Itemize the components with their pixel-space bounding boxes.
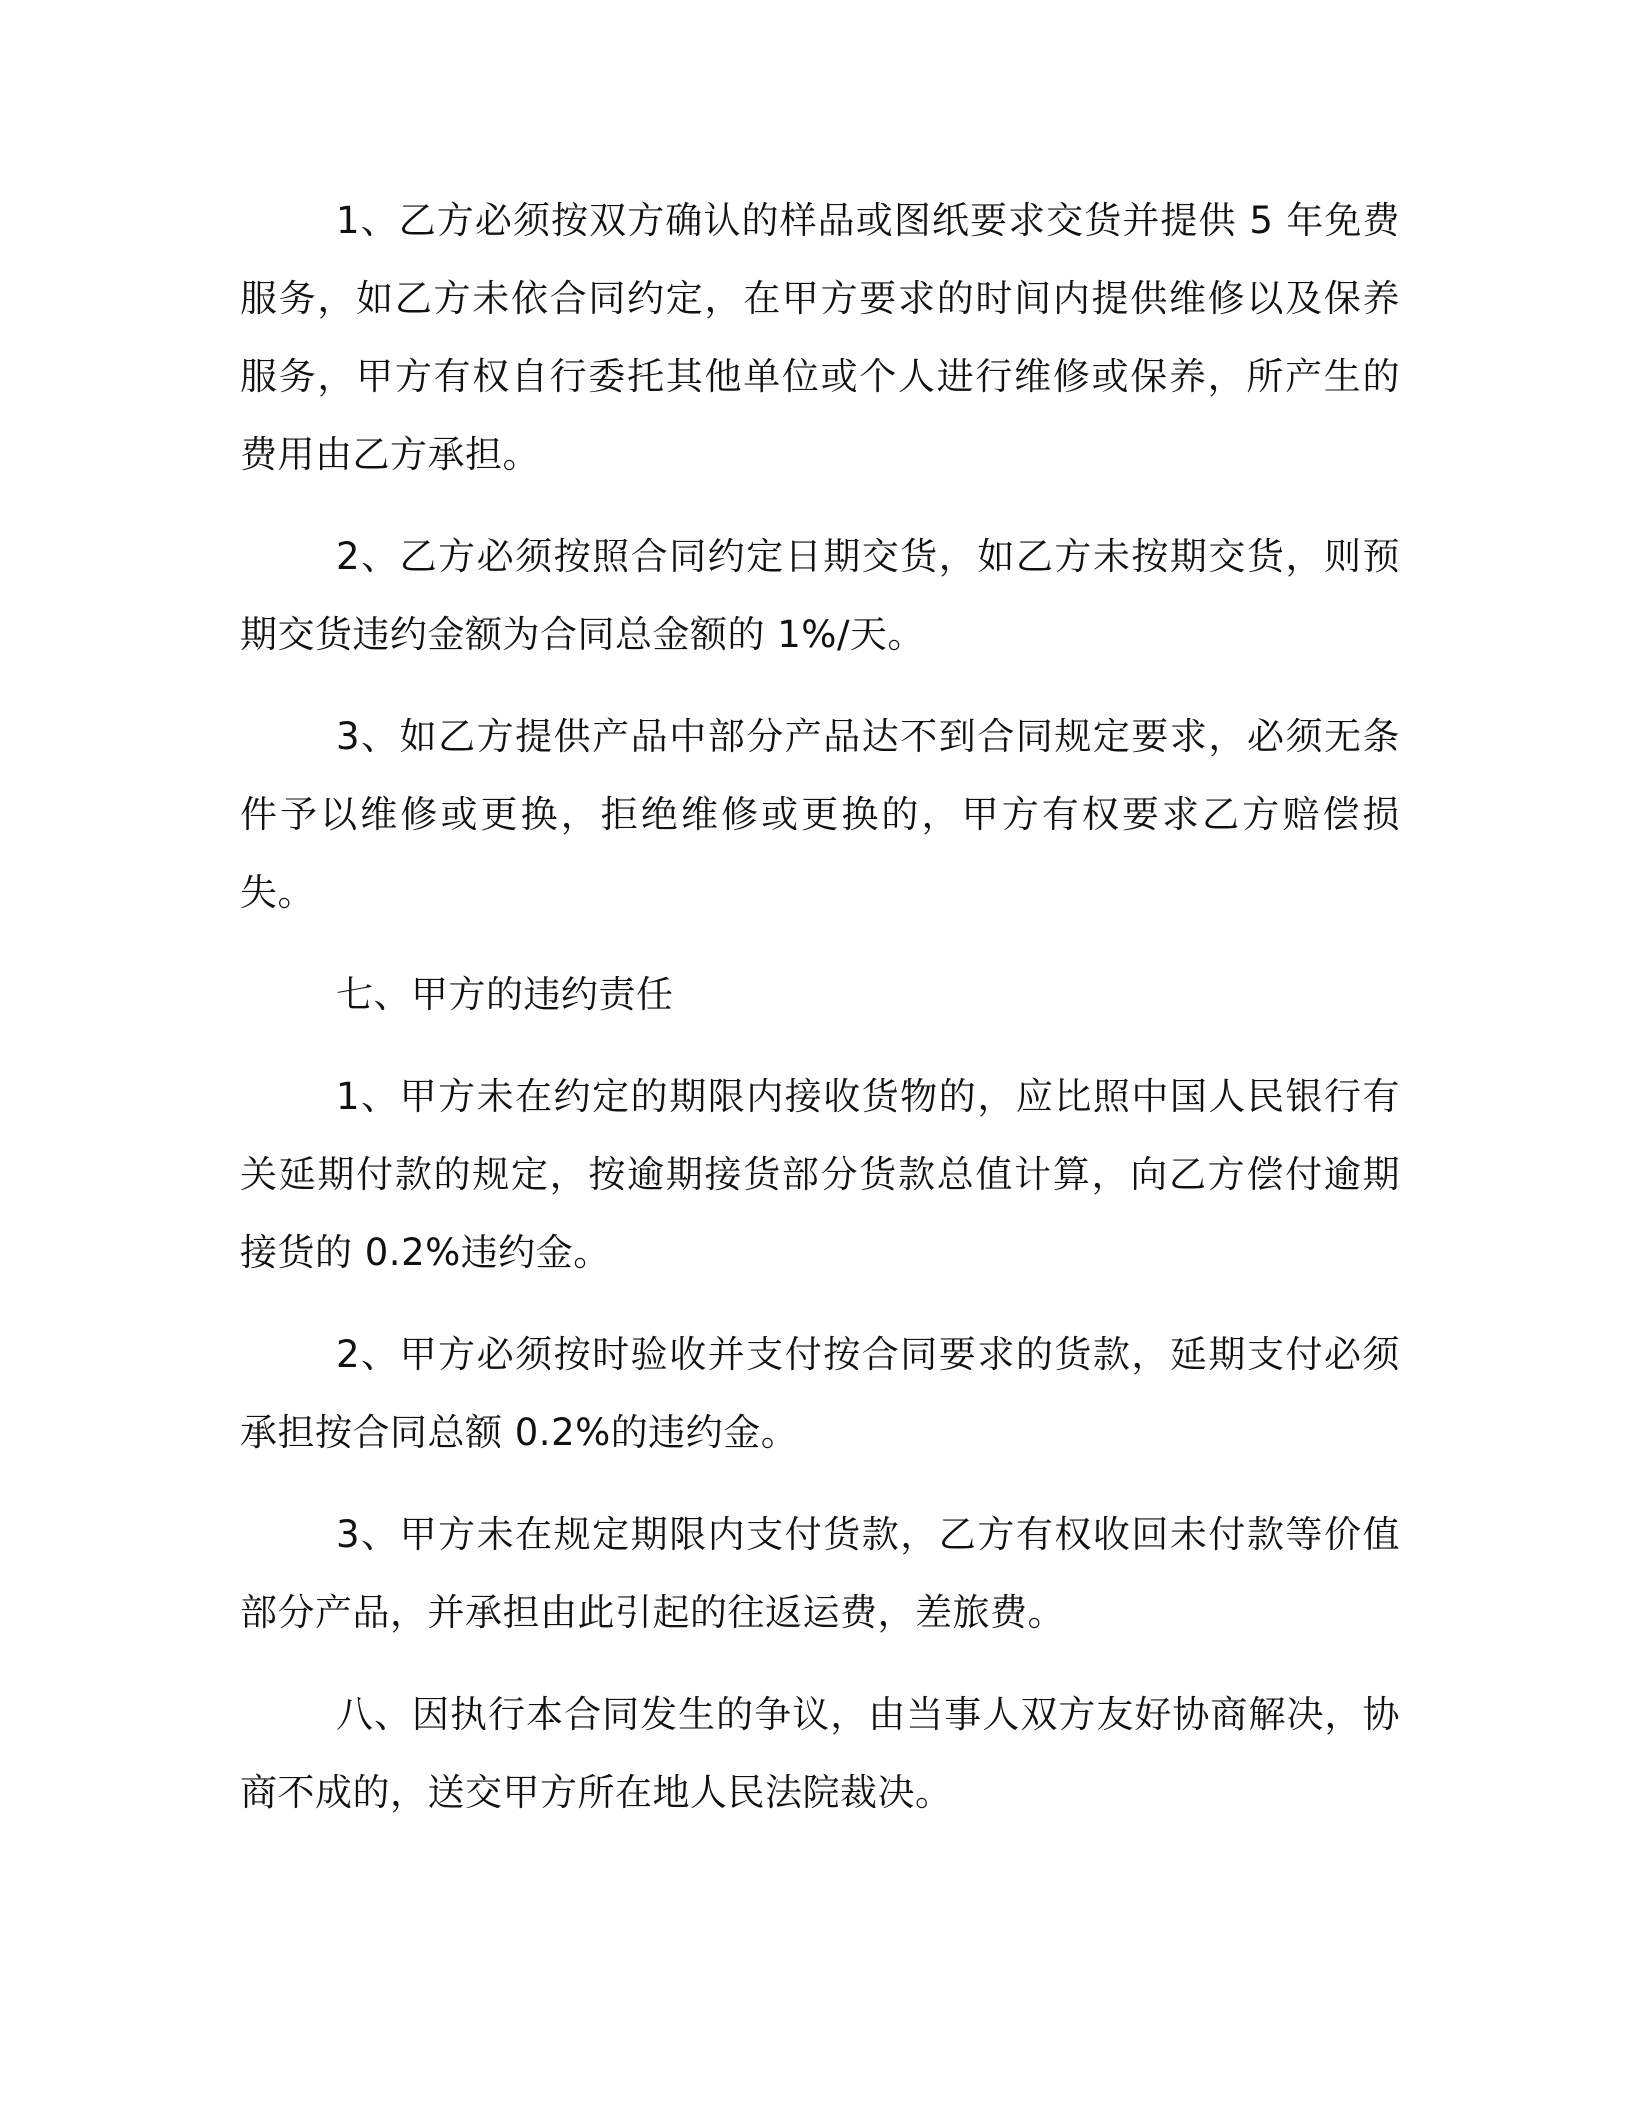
clause-seller-service: 1、乙方必须按双方确认的样品或图纸要求交货并提供 5 年免费服务，如乙方未依合同约定，在甲方要求的时间内提供维修以及保养服务，甲方有权自行委托其他单位或个人进行维修或保养，所产生的费用由乙方承担。 <box>240 199 1400 476</box>
clause-buyer-receipt: 1、甲方未在约定的期限内接收货物的，应比照中国人民银行有关延期付款的规定，按逾期接货部分货款总值计算，向乙方偿付逾期接货的 0.2%违约金。 <box>240 1075 1400 1274</box>
section-heading-buyer-liability: 七、甲方的违约责任 <box>336 973 674 1016</box>
clause-buyer-payment: 2、甲方必须按时验收并支付按合同要求的货款，延期支付必须承担按合同总额 0.2%的违约金。 <box>240 1333 1400 1454</box>
clause-seller-delivery-date: 2、乙方必须按照合同约定日期交货，如乙方未按期交货，则预期交货违约金额为合同总金额的 1%/天。 <box>240 535 1400 656</box>
clause-buyer-late-payment: 3、甲方未在规定期限内支付货款，乙方有权收回未付款等价值部分产品，并承担由此引起的往返运费，差旅费。 <box>240 1513 1400 1634</box>
clause-dispute-resolution: 八、因执行本合同发生的争议，由当事人双方友好协商解决，协商不成的，送交甲方所在地人民法院裁决。 <box>240 1693 1400 1814</box>
clause-seller-product-quality: 3、如乙方提供产品中部分产品达不到合同规定要求，必须无条件予以维修或更换，拒绝维修或更换的，甲方有权要求乙方赔偿损失。 <box>240 715 1400 914</box>
document-body <box>240 182 1400 1856</box>
